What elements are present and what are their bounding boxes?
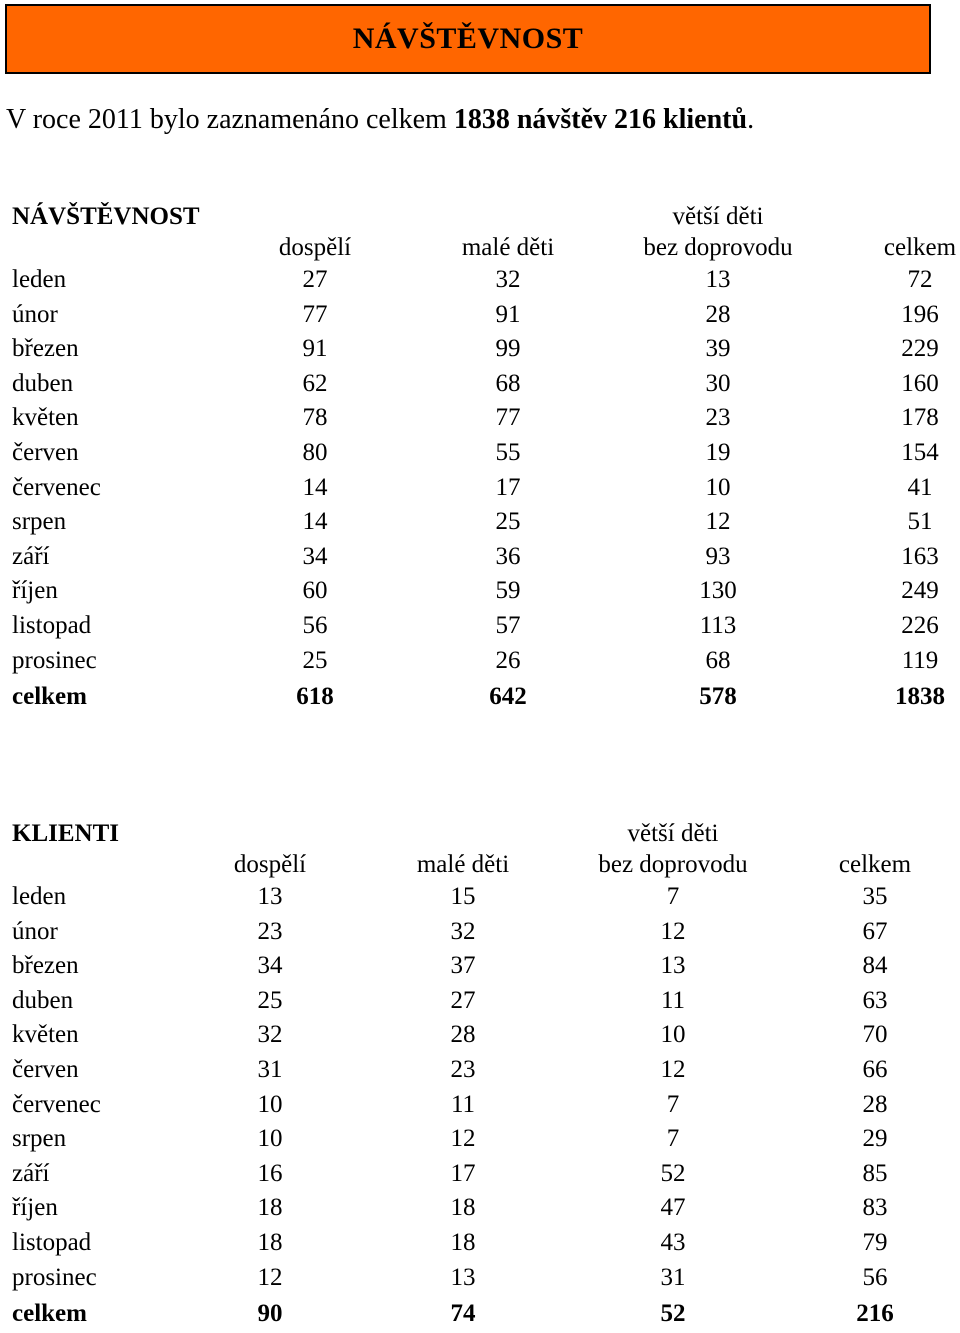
visits-cell-month: prosinec: [12, 646, 97, 674]
visits-cell-month: březen: [12, 335, 79, 363]
clients-header-small: malé děti: [416, 851, 510, 878]
clients-cell-month: srpen: [12, 1125, 67, 1153]
visits-cell-total: 178: [901, 404, 939, 432]
clients-cell-month: únor: [12, 917, 58, 945]
visits-cell-adults: 77: [302, 300, 328, 328]
visits-cell-small: 68: [495, 369, 521, 397]
clients-cell-small: 12: [450, 1125, 476, 1153]
visits-cell-adults: 56: [302, 611, 328, 639]
table-row: [0, 574, 960, 609]
visits-total-total: 1838: [895, 683, 945, 711]
table-row: [0, 505, 960, 540]
clients-cell-adults: 25: [257, 986, 283, 1014]
clients-total-adults: 90: [257, 1300, 283, 1328]
clients-cell-small: 27: [450, 986, 476, 1014]
clients-cell-adults: 18: [257, 1228, 283, 1256]
table-row: [0, 609, 960, 644]
table-row: [0, 1261, 960, 1296]
table-row: [0, 1018, 960, 1053]
visits-table: [0, 201, 960, 716]
clients-cell-month: březen: [12, 952, 79, 980]
clients-cell-adults: 18: [257, 1194, 283, 1222]
clients-cell-small: 28: [450, 1021, 476, 1049]
clients-cell-adults: 10: [257, 1090, 283, 1118]
table-row: [0, 880, 960, 915]
visits-cell-small: 57: [495, 611, 521, 639]
visits-cell-small: 32: [495, 266, 521, 293]
visits-cell-older: 93: [705, 542, 731, 570]
visits-header-row-2: [0, 232, 960, 263]
visits-cell-small: 26: [495, 646, 521, 674]
clients-cell-total: 63: [862, 986, 888, 1014]
table-row: [0, 1088, 960, 1123]
table-row: [0, 471, 960, 506]
clients-total-row: [0, 1295, 960, 1333]
clients-cell-adults: 34: [257, 952, 283, 980]
clients-cell-total: 83: [862, 1194, 888, 1222]
visits-cell-adults: 91: [302, 335, 328, 363]
table-row: [0, 644, 960, 679]
table-row: [0, 263, 960, 298]
visits-cell-adults: 27: [302, 266, 328, 293]
summary-highlight: 1838 návštěv 216 klientů: [453, 104, 748, 135]
page-title: NÁVŠTĚVNOST: [5, 4, 931, 74]
visits-total-small: 642: [489, 683, 527, 711]
visits-cell-total: 72: [907, 266, 933, 293]
clients-cell-total: 28: [862, 1090, 888, 1118]
visits-cell-older: 68: [705, 646, 731, 674]
clients-cell-month: duben: [12, 986, 74, 1014]
clients-cell-month: leden: [12, 883, 67, 910]
visits-cell-adults: 80: [302, 438, 328, 466]
visits-cell-small: 91: [495, 300, 521, 328]
clients-cell-total: 67: [862, 917, 888, 945]
visits-header-total: celkem: [883, 234, 957, 261]
table-row: [0, 1226, 960, 1261]
visits-cell-total: 226: [901, 611, 939, 639]
clients-cell-month: listopad: [12, 1228, 92, 1256]
clients-cell-month: červenec: [12, 1090, 101, 1118]
visits-cell-month: únor: [12, 300, 58, 328]
clients-header-adults: dospělí: [233, 851, 307, 878]
visits-header-adults: dospělí: [278, 234, 352, 261]
clients-cell-total: 66: [862, 1055, 888, 1083]
clients-cell-total: 79: [862, 1228, 888, 1256]
clients-cell-total: 84: [862, 952, 888, 980]
clients-cell-adults: 12: [257, 1263, 283, 1291]
visits-cell-small: 59: [495, 577, 521, 605]
visits-cell-adults: 14: [302, 473, 328, 501]
visits-total-label: celkem: [12, 683, 87, 711]
visits-header-older-line1: větší děti: [672, 203, 764, 230]
visits-cell-small: 99: [495, 335, 521, 363]
clients-cell-older: 10: [660, 1021, 686, 1049]
clients-cell-month: říjen: [12, 1194, 58, 1222]
clients-cell-adults: 31: [257, 1055, 283, 1083]
table-row: [0, 332, 960, 367]
visits-cell-month: září: [12, 542, 50, 570]
visits-cell-month: říjen: [12, 577, 58, 605]
visits-total-adults: 618: [296, 683, 334, 711]
clients-cell-older: 11: [660, 986, 686, 1014]
visits-cell-total: 160: [901, 369, 939, 397]
clients-cell-small: 23: [450, 1055, 476, 1083]
visits-cell-month: leden: [12, 266, 67, 293]
clients-cell-adults: 13: [257, 883, 283, 910]
visits-cell-adults: 78: [302, 404, 328, 432]
visits-cell-total: 249: [901, 577, 939, 605]
clients-table-body: [0, 880, 960, 1295]
summary-prefix: V roce 2011 bylo zaznamenáno celkem: [6, 104, 454, 135]
clients-table-heading: KLIENTI: [12, 820, 119, 847]
visits-cell-total: 119: [901, 646, 939, 674]
table-row: [0, 540, 960, 575]
clients-cell-total: 29: [862, 1125, 888, 1153]
clients-cell-month: květen: [12, 1021, 79, 1049]
clients-cell-small: 37: [450, 952, 476, 980]
visits-table-heading: NÁVŠTĚVNOST: [12, 203, 200, 230]
clients-total-small: 74: [450, 1300, 476, 1328]
clients-header-row-2: [0, 849, 960, 880]
visits-header-small: malé děti: [461, 234, 555, 261]
visits-cell-month: duben: [12, 369, 74, 397]
clients-cell-total: 70: [862, 1021, 888, 1049]
visits-cell-older: 130: [699, 577, 737, 605]
table-row: [0, 1053, 960, 1088]
table-row: [0, 1122, 960, 1157]
clients-cell-older: 7: [666, 883, 680, 910]
visits-cell-older: 13: [705, 266, 731, 293]
clients-cell-adults: 16: [257, 1159, 283, 1187]
visits-cell-small: 55: [495, 438, 521, 466]
visits-cell-adults: 25: [302, 646, 328, 674]
table-row: [0, 984, 960, 1019]
visits-cell-older: 39: [705, 335, 731, 363]
visits-cell-month: květen: [12, 404, 79, 432]
clients-cell-older: 47: [660, 1194, 686, 1222]
visits-total-older: 578: [699, 683, 737, 711]
table-row: [0, 949, 960, 984]
visits-header-row-1: [0, 201, 960, 232]
visits-cell-total: 163: [901, 542, 939, 570]
summary-text: [6, 104, 754, 136]
clients-cell-adults: 23: [257, 917, 283, 945]
clients-cell-older: 12: [660, 917, 686, 945]
clients-cell-small: 32: [450, 917, 476, 945]
clients-cell-older: 43: [660, 1228, 686, 1256]
table-row: [0, 401, 960, 436]
table-row: [0, 298, 960, 333]
visits-cell-month: listopad: [12, 611, 92, 639]
clients-total-total: 216: [856, 1300, 894, 1328]
clients-cell-older: 12: [660, 1055, 686, 1083]
visits-header-older-line2: bez doprovodu: [643, 234, 793, 261]
clients-cell-older: 31: [660, 1263, 686, 1291]
clients-cell-small: 18: [450, 1228, 476, 1256]
clients-cell-total: 85: [862, 1159, 888, 1187]
clients-cell-small: 15: [450, 883, 476, 910]
visits-cell-older: 113: [699, 611, 737, 639]
visits-cell-total: 51: [907, 508, 933, 536]
visits-cell-total: 229: [901, 335, 939, 363]
visits-cell-older: 28: [705, 300, 731, 328]
clients-total-label: celkem: [12, 1300, 87, 1328]
visits-cell-small: 77: [495, 404, 521, 432]
visits-cell-adults: 60: [302, 577, 328, 605]
visits-cell-small: 17: [495, 473, 521, 501]
clients-cell-older: 7: [666, 1125, 680, 1153]
table-row: [0, 1157, 960, 1192]
clients-cell-small: 11: [450, 1090, 476, 1118]
visits-cell-older: 30: [705, 369, 731, 397]
table-row: [0, 1191, 960, 1226]
clients-table: [0, 818, 960, 1333]
visits-cell-adults: 14: [302, 508, 328, 536]
visits-cell-month: červenec: [12, 473, 101, 501]
clients-cell-adults: 32: [257, 1021, 283, 1049]
clients-cell-older: 7: [666, 1090, 680, 1118]
clients-cell-total: 35: [862, 883, 888, 910]
clients-cell-month: září: [12, 1159, 50, 1187]
visits-total-row: [0, 678, 960, 716]
clients-cell-small: 13: [450, 1263, 476, 1291]
visits-cell-total: 41: [907, 473, 933, 501]
table-row: [0, 436, 960, 471]
visits-cell-small: 25: [495, 508, 521, 536]
visits-cell-month: srpen: [12, 508, 67, 536]
visits-cell-older: 23: [705, 404, 731, 432]
summary-suffix: .: [747, 104, 755, 135]
visits-cell-total: 196: [901, 300, 939, 328]
clients-header-row-1: [0, 818, 960, 849]
visits-cell-adults: 34: [302, 542, 328, 570]
visits-cell-older: 12: [705, 508, 731, 536]
clients-total-older: 52: [660, 1300, 686, 1328]
clients-header-total: celkem: [838, 851, 912, 878]
clients-cell-adults: 10: [257, 1125, 283, 1153]
visits-cell-older: 19: [705, 438, 731, 466]
clients-header-older-line1: větší děti: [627, 820, 719, 847]
clients-header-older-line2: bez doprovodu: [598, 851, 748, 878]
clients-cell-older: 52: [660, 1159, 686, 1187]
table-row: [0, 367, 960, 402]
visits-table-body: [0, 263, 960, 678]
visits-cell-adults: 62: [302, 369, 328, 397]
visits-cell-month: červen: [12, 438, 79, 466]
clients-cell-older: 13: [660, 952, 686, 980]
clients-cell-month: prosinec: [12, 1263, 97, 1291]
table-row: [0, 915, 960, 950]
clients-cell-small: 17: [450, 1159, 476, 1187]
clients-cell-small: 18: [450, 1194, 476, 1222]
clients-cell-month: červen: [12, 1055, 79, 1083]
visits-cell-total: 154: [901, 438, 939, 466]
visits-cell-older: 10: [705, 473, 731, 501]
visits-cell-small: 36: [495, 542, 521, 570]
clients-cell-total: 56: [862, 1263, 888, 1291]
